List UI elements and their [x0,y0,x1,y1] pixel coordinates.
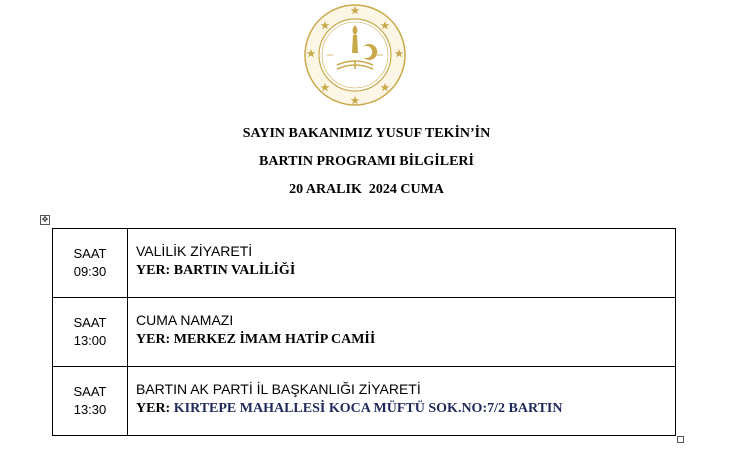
detail-cell[interactable] [128,298,676,367]
location-label: YER: [136,332,171,347]
document-title-line-1: SAYIN BAKANIMIZ YUSUF TEKİN’İN [242,126,491,141]
time-label: SAAT [73,315,107,330]
time-label: SAAT [73,384,107,399]
location-value: BARTIN VALİLİĞİ [173,263,296,278]
ministry-seal-logo [303,3,407,107]
detail-cell[interactable] [128,229,676,298]
table-row [53,229,676,298]
detail-cell[interactable] [128,367,676,436]
table-row [53,367,676,436]
location-value: MERKEZ İMAM HATİP CAMİİ [173,332,376,347]
location-label: YER: [136,263,171,278]
time-value: 13:30 [73,402,107,417]
time-cell[interactable] [53,367,128,436]
program-table [52,228,676,436]
location-line [136,261,675,281]
table-resize-handle-icon[interactable] [677,436,684,443]
document-title-line-2: BARTIN PROGRAMI BİLGİLERİ [259,154,474,169]
time-value: 09:30 [73,264,107,279]
location-value: KIRTEPE MAHALLESİ KOCA MÜFTÜ SOK.NO:7/2 BARTIN [173,401,563,416]
time-cell[interactable] [53,229,128,298]
event-name: VALİLİK ZİYARETİ [136,243,253,259]
time-label: SAAT [73,246,107,261]
event-name: BARTIN AK PARTİ İL BAŞKANLIĞI ZİYARETİ [136,381,421,397]
time-value: 13:00 [73,333,107,348]
document-date-line: 20 ARALIK 2024 CUMA [289,182,444,197]
location-line [136,399,675,419]
table-row [53,298,676,367]
location-label: YER: [136,401,171,416]
event-name: CUMA NAMAZI [136,312,234,328]
location-line [136,330,675,350]
table-move-handle-icon[interactable]: ✥ [41,215,49,224]
time-cell[interactable] [53,298,128,367]
